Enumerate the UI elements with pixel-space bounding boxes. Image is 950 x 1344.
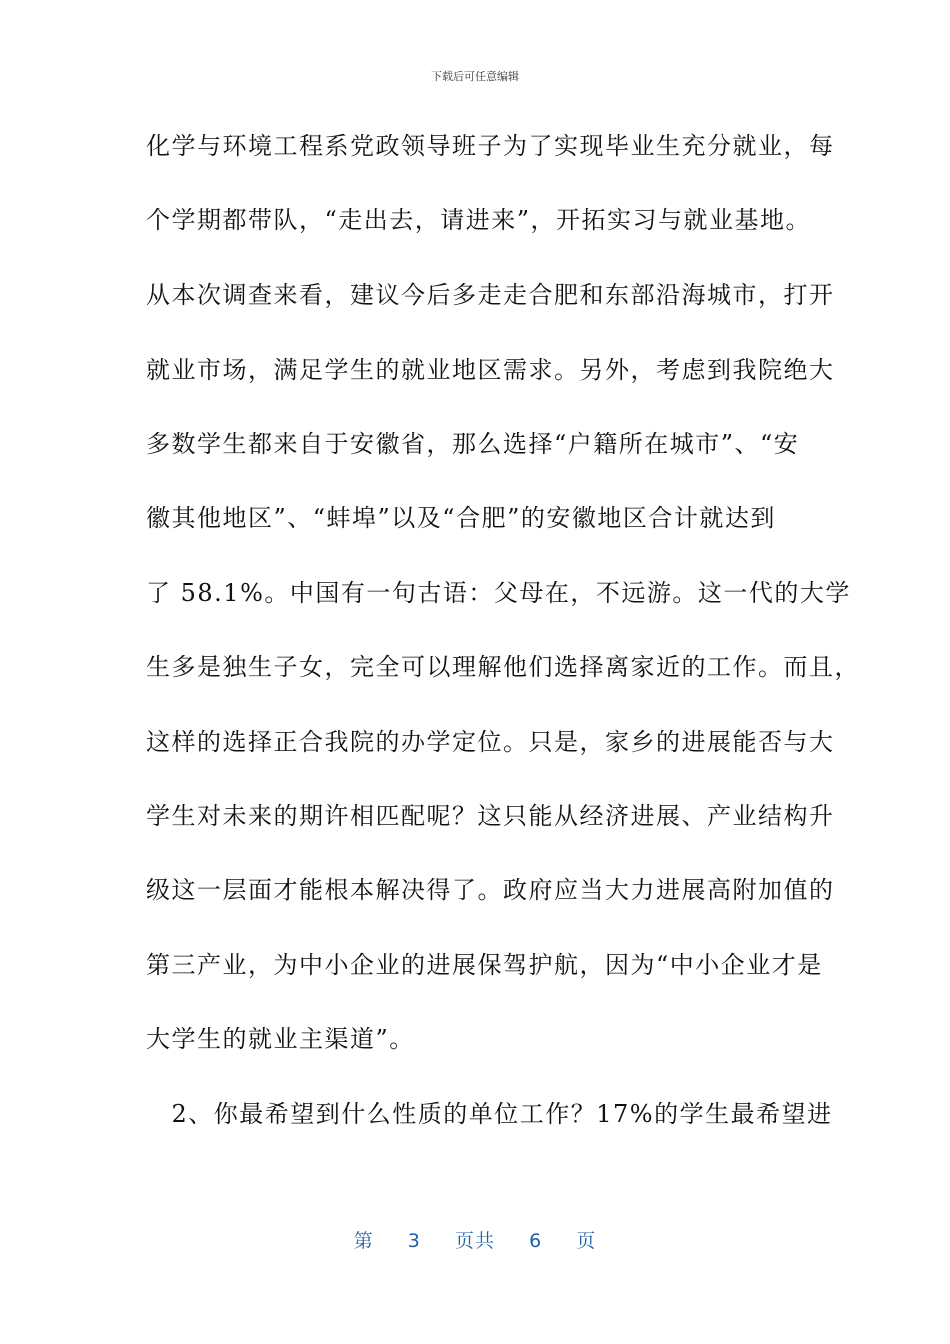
footer-total-pages: 6 [529,1230,543,1252]
body-line: 第三产业，为中小企业的进展保驾护航，因为“中小企业才是 [146,951,823,979]
body-line: 2、你最希望到什么性质的单位工作？17%的学生最希望进 [146,1100,833,1128]
body-line: 徽其他地区”、“蚌埠”以及“合肥”的安徽地区合计就达到 [146,504,776,532]
footer-middle: 页共 [454,1230,495,1252]
page-footer [0,1226,950,1253]
body-line: 多数学生都来自于安徽省，那么选择“户籍所在城市”、“安 [146,430,800,458]
body-line: 个学期都带队，“走出去，请进来”，开拓实习与就业基地。 [146,206,812,234]
footer-suffix: 页 [576,1230,597,1252]
footer-page-number: 3 [407,1230,421,1252]
footer-prefix: 第 [353,1230,374,1252]
header-note: 下载后可任意编辑 [431,70,519,83]
body-line: 学生对未来的期许相匹配呢？这只能从经济进展、产业结构升 [146,802,835,830]
body-line: 化学与环境工程系党政领导班子为了实现毕业生充分就业，每 [146,132,835,160]
body-line: 生多是独生子女，完全可以理解他们选择离家近的工作。而且， [146,653,860,681]
body-line: 这样的选择正合我院的办学定位。只是，家乡的进展能否与大 [146,728,835,756]
body-line: 了 58.1%。中国有一句古语：父母在，不远游。这一代的大学 [146,579,851,607]
body-line: 大学生的就业主渠道”。 [146,1025,415,1053]
body-line: 从本次调查来看，建议今后多走走合肥和东部沿海城市，打开 [146,281,835,309]
body-line: 级这一层面才能根本解决得了。政府应当大力进展高附加值的 [146,876,835,904]
body-line: 就业市场，满足学生的就业地区需求。另外，考虑到我院绝大 [146,356,835,384]
